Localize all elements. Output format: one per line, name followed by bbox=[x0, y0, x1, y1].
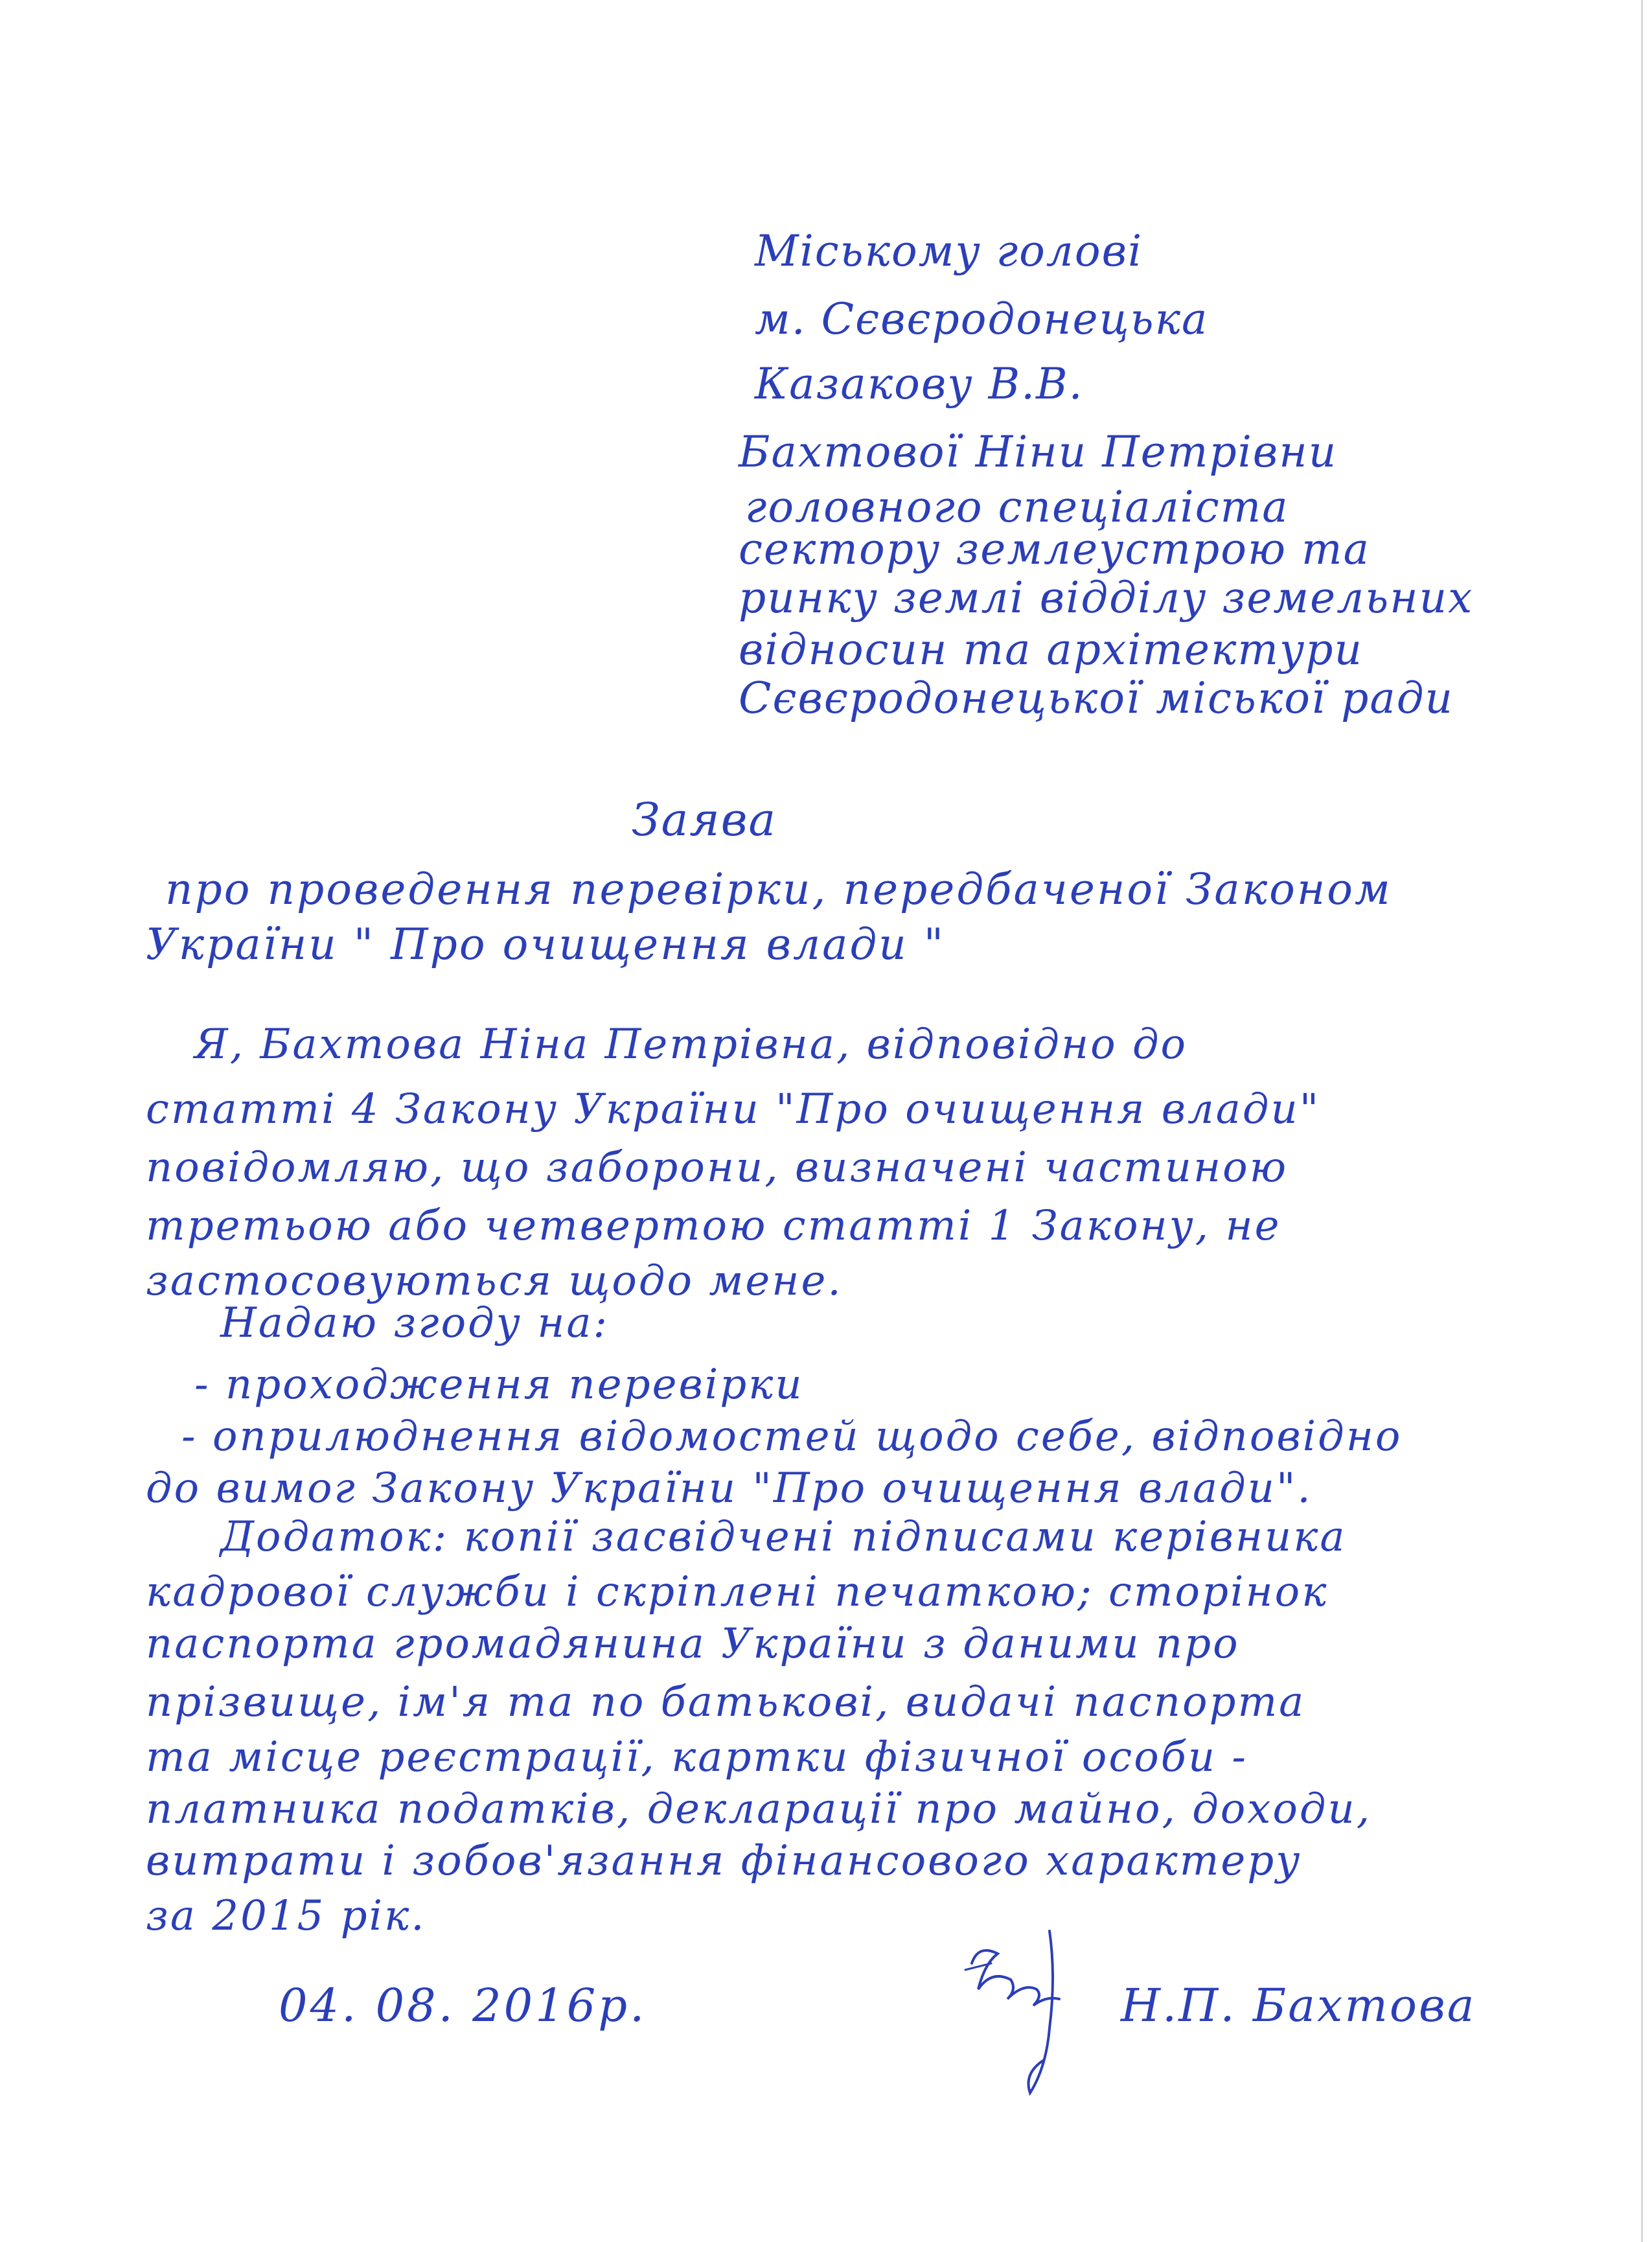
attachment-line: платника податків, декларації про майно, доходи, bbox=[146, 1785, 1372, 1833]
addressee-line-1: Міському голові bbox=[755, 226, 1143, 276]
attachment-line: паспорта громадянина України з даними про bbox=[146, 1620, 1240, 1668]
applicant-position-line-3: ринку землі відділу земельних bbox=[739, 573, 1474, 623]
attachment-line: Додаток: копії засвідчені підписами керівника bbox=[220, 1513, 1347, 1561]
applicant-name: Бахтової Ніни Петрівни bbox=[739, 427, 1338, 477]
document-date: 04. 08. 2016р. bbox=[279, 1979, 647, 2032]
consent-heading: Надаю згоду на: bbox=[220, 1299, 610, 1347]
addressee-line-2: м. Сєвєродонецька bbox=[755, 294, 1209, 344]
document-title: Заява bbox=[632, 793, 777, 846]
applicant-position-line-2: сектору землеустрою та bbox=[739, 524, 1370, 574]
addressee-line-3: Казакову В.В. bbox=[755, 359, 1084, 409]
body-line: застосовуються щодо мене. bbox=[146, 1257, 843, 1305]
body-line: повідомляю, що заборони, визначені частиною bbox=[146, 1144, 1289, 1192]
applicant-position-line-4: відносин та архітектури bbox=[739, 625, 1364, 675]
body-line: статті 4 Закону України "Про очищення влади" bbox=[146, 1085, 1321, 1133]
attachment-line: та місце реєстрації, картки фізичної особи - bbox=[146, 1733, 1248, 1781]
page-edge bbox=[1641, 0, 1643, 2242]
applicant-position-line-1: головного спеціаліста bbox=[745, 482, 1289, 532]
attachment-line: за 2015 рік. bbox=[146, 1892, 426, 1940]
handwritten-signature bbox=[952, 1918, 1108, 2112]
consent-item: - проходження перевірки bbox=[194, 1361, 804, 1409]
body-line: третьою або четвертою статті 1 Закону, не bbox=[146, 1202, 1281, 1250]
attachment-line: витрати і зобов'язання фінансового характеру bbox=[146, 1837, 1302, 1885]
subject-line-2: України " Про очищення влади " bbox=[146, 919, 946, 969]
subject-line-1: про проведення перевірки, передбаченої Законом bbox=[165, 864, 1392, 914]
attachment-line: кадрової служби і скріплені печаткою; сторінок bbox=[146, 1568, 1329, 1616]
body-line: Я, Бахтова Ніна Петрівна, відповідно до bbox=[194, 1021, 1188, 1069]
applicant-position-line-5: Сєвєродонецької міської ради bbox=[739, 673, 1454, 723]
attachment-line: прізвище, ім'я та по батькові, видачі паспорта bbox=[146, 1678, 1306, 1726]
body-line: до вимог Закону України "Про очищення влади". bbox=[146, 1464, 1313, 1512]
consent-item: - оприлюднення відомостей щодо себе, відповідно bbox=[181, 1413, 1403, 1461]
signatory-name: Н.П. Бахтова bbox=[1121, 1979, 1476, 2032]
